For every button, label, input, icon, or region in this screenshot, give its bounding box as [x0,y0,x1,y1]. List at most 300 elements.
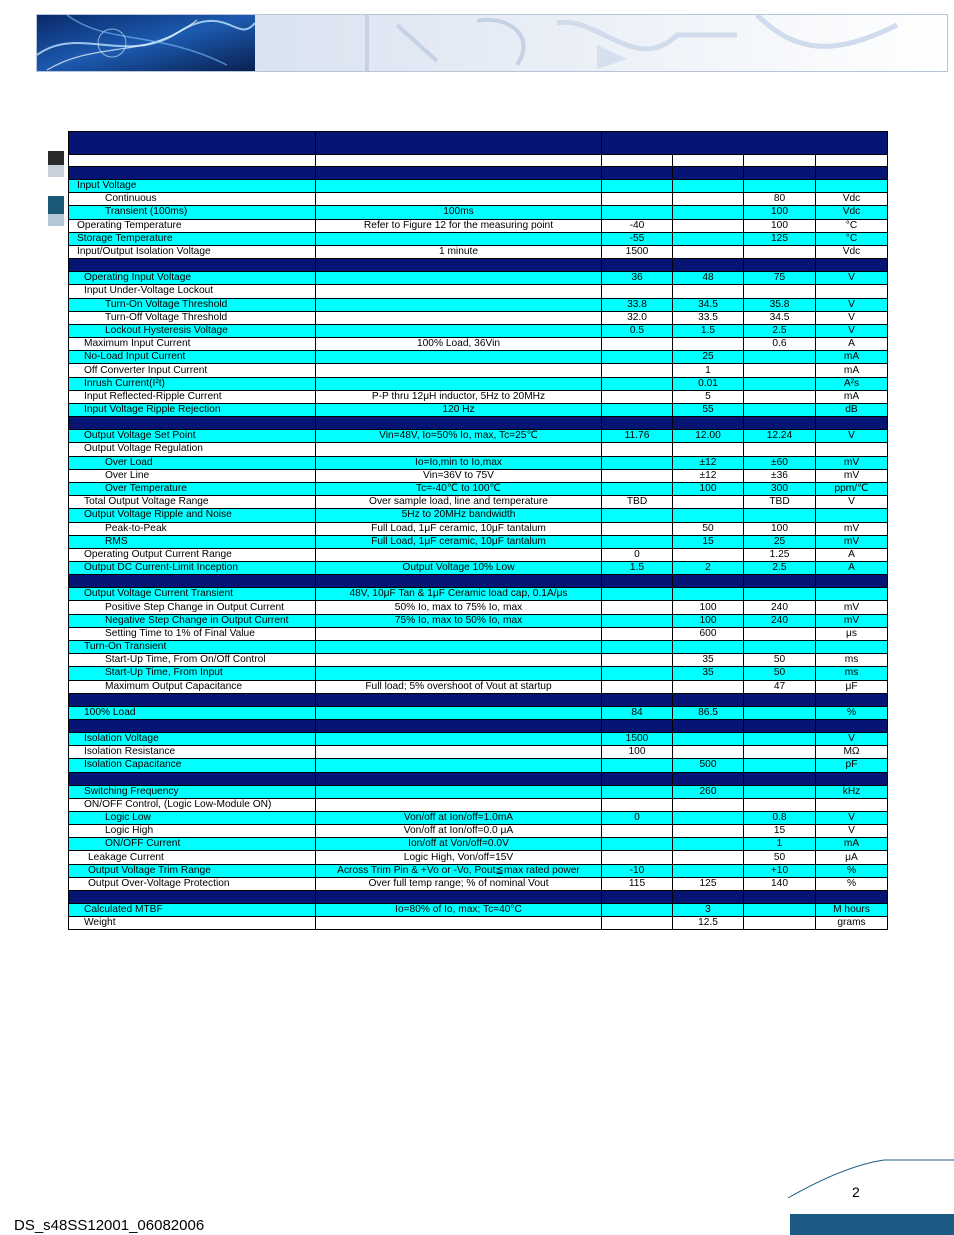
header-cell [744,155,816,167]
value-cell [673,838,744,851]
table-row [69,469,888,482]
value-cell: 32.0 [602,311,673,324]
section-header-cell [744,772,816,785]
section-header-cell [316,891,602,904]
title-cell [316,132,602,155]
parameter-cell: Output DC Current-Limit Inception [69,562,316,575]
parameter-cell: Operating Input Voltage [69,272,316,285]
value-cell [602,680,673,693]
value-cell [602,482,673,495]
value-cell: 600 [673,627,744,640]
value-cell [673,496,744,509]
value-cell [673,338,744,351]
value-cell: mA [816,351,888,364]
condition-cell: 5Hz to 20MHz bandwidth [316,509,602,522]
value-cell: mV [816,535,888,548]
table-row [69,206,888,219]
table-row [69,285,888,298]
condition-cell [316,706,602,719]
value-cell [673,443,744,456]
section-header-cell [816,772,888,785]
value-cell [602,351,673,364]
value-cell: 75 [744,272,816,285]
value-cell: 84 [602,706,673,719]
value-cell: 33.8 [602,298,673,311]
value-cell [602,390,673,403]
parameter-cell: Weight [69,917,316,930]
condition-cell [316,798,602,811]
section-header-cell [602,772,673,785]
section-header-cell [816,259,888,272]
parameter-cell: ON/OFF Current [69,838,316,851]
table-row [69,509,888,522]
table-row [69,364,888,377]
value-cell [673,798,744,811]
value-cell: 34.5 [673,298,744,311]
value-cell [673,811,744,824]
parameter-cell: Output Voltage Set Point [69,430,316,443]
value-cell: A [816,562,888,575]
table-row [69,180,888,193]
parameter-cell: Output Voltage Ripple and Noise [69,509,316,522]
value-cell: 35 [673,667,744,680]
parameter-cell: Lockout Hysteresis Voltage [69,324,316,337]
value-cell: ±12 [673,469,744,482]
value-cell: ±12 [673,456,744,469]
value-cell [673,641,744,654]
parameter-cell: Setting Time to 1% of Final Value [69,627,316,640]
section-header-cell [602,719,673,732]
value-cell: V [816,272,888,285]
value-cell: ±60 [744,456,816,469]
value-cell [744,798,816,811]
parameter-cell: Input Reflected-Ripple Current [69,390,316,403]
table-row [69,588,888,601]
condition-cell [316,377,602,390]
condition-cell [316,180,602,193]
value-cell: pF [816,759,888,772]
section-marker-teal [48,196,64,214]
table-row [69,667,888,680]
value-cell [602,588,673,601]
condition-cell [316,324,602,337]
condition-cell: Io=80% of Io, max; Tc=40°C [316,904,602,917]
condition-cell [316,667,602,680]
condition-cell: 50% Io, max to 75% Io, max [316,601,602,614]
value-cell [744,509,816,522]
section-marker-dark [48,151,64,165]
value-cell [673,680,744,693]
value-cell: 36 [602,272,673,285]
section-header-row [69,259,888,272]
value-cell: μs [816,627,888,640]
parameter-cell: Output Over-Voltage Protection [69,877,316,890]
parameter-cell: Operating Temperature [69,219,316,232]
parameter-cell: 100% Load [69,706,316,719]
value-cell: 48 [673,272,744,285]
value-cell: V [816,496,888,509]
value-cell: 11.76 [602,430,673,443]
section-header-cell [602,575,673,588]
value-cell: 1 [744,838,816,851]
value-cell: 34.5 [744,311,816,324]
value-cell: 33.5 [673,311,744,324]
value-cell: 47 [744,680,816,693]
section-header-cell [69,719,316,732]
condition-cell: Full load; 5% overshoot of Vout at startup [316,680,602,693]
section-header-cell [316,575,602,588]
value-cell: 100 [673,601,744,614]
table-row [69,351,888,364]
value-cell: 50 [744,654,816,667]
value-cell: Vdc [816,193,888,206]
condition-cell: Tc=-40℃ to 100℃ [316,482,602,495]
condition-cell [316,917,602,930]
value-cell [602,535,673,548]
value-cell [744,917,816,930]
table-row [69,759,888,772]
value-cell [602,364,673,377]
condition-cell: 120 Hz [316,404,602,417]
value-cell: 115 [602,877,673,890]
table-row [69,641,888,654]
section-header-row [69,417,888,430]
value-cell [744,377,816,390]
value-cell: ±36 [744,469,816,482]
value-cell: ms [816,667,888,680]
table-row [69,272,888,285]
value-cell: °C [816,232,888,245]
value-cell [602,627,673,640]
table-row [69,627,888,640]
value-cell: mA [816,838,888,851]
section-header-row [69,719,888,732]
condition-cell: Output Voltage 10% Low [316,562,602,575]
section-header-cell [744,167,816,180]
value-cell: TBD [744,496,816,509]
value-cell [602,193,673,206]
value-cell: ms [816,654,888,667]
value-cell: 1.25 [744,548,816,561]
column-header-row [69,155,888,167]
section-header-cell [744,259,816,272]
value-cell: MΩ [816,746,888,759]
value-cell: 100 [744,522,816,535]
value-cell [816,798,888,811]
value-cell: 240 [744,614,816,627]
value-cell: 15 [673,535,744,548]
table-row [69,219,888,232]
value-cell: 0.6 [744,338,816,351]
parameter-cell: Start-Up Time, From On/Off Control [69,654,316,667]
value-cell [602,917,673,930]
value-cell: V [816,298,888,311]
section-header-cell [673,167,744,180]
value-cell: 2.5 [744,324,816,337]
table-row [69,535,888,548]
value-cell [602,285,673,298]
value-cell: Vdc [816,206,888,219]
value-cell [744,245,816,258]
value-cell: mV [816,469,888,482]
parameter-cell: Logic High [69,825,316,838]
parameter-cell: Total Output Voltage Range [69,496,316,509]
condition-cell: Full Load, 1μF ceramic, 10μF tantalum [316,535,602,548]
value-cell: 50 [744,851,816,864]
condition-cell [316,627,602,640]
table-row [69,456,888,469]
value-cell [744,627,816,640]
parameter-cell: Positive Step Change in Output Current [69,601,316,614]
parameter-cell: Output Voltage Trim Range [69,864,316,877]
value-cell [602,785,673,798]
condition-cell: Von/off at Ion/off=0.0 μA [316,825,602,838]
table-row [69,482,888,495]
condition-cell [316,351,602,364]
value-cell [816,641,888,654]
parameter-cell: RMS [69,535,316,548]
condition-cell [316,193,602,206]
condition-cell [316,443,602,456]
section-header-cell [69,259,316,272]
spec-table-body [69,132,888,930]
section-marker-teal-light [48,214,64,226]
value-cell [744,785,816,798]
section-header-cell [673,772,744,785]
value-cell [816,180,888,193]
value-cell: 125 [673,877,744,890]
parameter-cell: Over Temperature [69,482,316,495]
parameter-cell: Start-Up Time, From Input [69,667,316,680]
value-cell: V [816,732,888,745]
value-cell: A²s [816,377,888,390]
value-cell: % [816,877,888,890]
condition-cell [316,654,602,667]
value-cell: 125 [744,232,816,245]
section-header-cell [69,693,316,706]
value-cell: mV [816,456,888,469]
condition-cell: 100% Load, 36Vin [316,338,602,351]
section-header-cell [316,417,602,430]
section-header-cell [673,693,744,706]
banner-artwork [37,15,947,71]
table-row [69,338,888,351]
section-header-cell [69,772,316,785]
value-cell [602,838,673,851]
table-row [69,522,888,535]
table-row [69,548,888,561]
condition-cell [316,785,602,798]
value-cell: 0.5 [602,324,673,337]
value-cell [744,364,816,377]
value-cell [602,522,673,535]
parameter-cell: Leakage Current [69,851,316,864]
value-cell: μA [816,851,888,864]
value-cell [673,193,744,206]
value-cell [602,469,673,482]
value-cell [602,601,673,614]
value-cell [744,390,816,403]
value-cell: Vdc [816,245,888,258]
table-row [69,851,888,864]
value-cell: 1500 [602,245,673,258]
table-row [69,785,888,798]
value-cell [602,206,673,219]
table-row [69,430,888,443]
value-cell: V [816,311,888,324]
table-row [69,245,888,258]
condition-cell [316,732,602,745]
header-banner [36,14,948,72]
section-header-cell [816,891,888,904]
value-cell [602,641,673,654]
condition-cell [316,641,602,654]
value-cell: 50 [744,667,816,680]
value-cell [816,588,888,601]
value-cell: grams [816,917,888,930]
value-cell: 86.5 [673,706,744,719]
value-cell: 240 [744,601,816,614]
parameter-cell: Input Voltage Ripple Rejection [69,404,316,417]
parameter-cell: Input/Output Isolation Voltage [69,245,316,258]
parameter-cell: Turn-On Transient [69,641,316,654]
value-cell: mV [816,614,888,627]
section-header-cell [744,417,816,430]
section-header-cell [316,167,602,180]
section-header-cell [316,259,602,272]
value-cell [602,851,673,864]
value-cell [744,285,816,298]
parameter-cell: ON/OFF Control, (Logic Low-Module ON) [69,798,316,811]
parameter-cell: Input Voltage [69,180,316,193]
table-row [69,746,888,759]
value-cell [673,864,744,877]
section-header-cell [69,417,316,430]
value-cell [673,548,744,561]
parameter-cell: Switching Frequency [69,785,316,798]
parameter-cell: Inrush Current(I²t) [69,377,316,390]
value-cell [744,404,816,417]
table-row [69,654,888,667]
value-cell: 260 [673,785,744,798]
value-cell: 25 [673,351,744,364]
value-cell: -10 [602,864,673,877]
parameter-cell: No-Load Input Current [69,351,316,364]
header-cell [816,155,888,167]
value-cell: kHz [816,785,888,798]
value-cell: 0.8 [744,811,816,824]
value-cell: 12.5 [673,917,744,930]
value-cell: 55 [673,404,744,417]
condition-cell: 48V, 10μF Tan & 1μF Ceramic load cap, 0.1A/μs [316,588,602,601]
value-cell: 1 [673,364,744,377]
value-cell: 100 [673,614,744,627]
section-marker-light [48,165,64,177]
section-header-cell [69,575,316,588]
value-cell: % [816,864,888,877]
value-cell: 25 [744,535,816,548]
table-row [69,798,888,811]
table-row [69,193,888,206]
value-cell [816,285,888,298]
value-cell [673,180,744,193]
section-header-cell [744,693,816,706]
table-row [69,298,888,311]
condition-cell: Across Trim Pin & +Vo or -Vo, Pout≦max rated power [316,864,602,877]
title-cell [69,132,316,155]
parameter-cell: Over Load [69,456,316,469]
table-row [69,390,888,403]
table-row [69,811,888,824]
parameter-cell: Input Under-Voltage Lockout [69,285,316,298]
parameter-cell: Negative Step Change in Output Current [69,614,316,627]
section-header-cell [69,891,316,904]
value-cell: 300 [744,482,816,495]
condition-cell: 75% Io, max to 50% Io, max [316,614,602,627]
condition-cell [316,364,602,377]
parameter-cell: Peak-to-Peak [69,522,316,535]
header-cell [69,155,316,167]
value-cell: 3 [673,904,744,917]
value-cell [673,746,744,759]
value-cell: 15 [744,825,816,838]
value-cell [673,232,744,245]
value-cell: °C [816,219,888,232]
condition-cell [316,272,602,285]
value-cell [602,614,673,627]
table-row [69,562,888,575]
condition-cell [316,285,602,298]
table-row [69,614,888,627]
value-cell: V [816,430,888,443]
value-cell: 100 [744,206,816,219]
value-cell: 80 [744,193,816,206]
value-cell: V [816,324,888,337]
value-cell [673,588,744,601]
parameter-cell: Output Voltage Current Transient [69,588,316,601]
section-header-cell [602,417,673,430]
value-cell: 1.5 [602,562,673,575]
value-cell [602,443,673,456]
section-header-cell [602,167,673,180]
table-row [69,601,888,614]
section-header-cell [673,575,744,588]
table-row [69,311,888,324]
value-cell [744,180,816,193]
value-cell [744,732,816,745]
table-row [69,706,888,719]
value-cell: 12.24 [744,430,816,443]
section-header-cell [673,719,744,732]
value-cell [602,654,673,667]
value-cell [744,759,816,772]
value-cell [602,180,673,193]
section-header-row [69,772,888,785]
value-cell [816,443,888,456]
condition-cell: 100ms [316,206,602,219]
section-header-cell [816,719,888,732]
value-cell: 0 [602,811,673,824]
value-cell: 500 [673,759,744,772]
table-row [69,496,888,509]
condition-cell: P-P thru 12μH inductor, 5Hz to 20MHz [316,390,602,403]
document-id: DS_s48SS12001_06082006 [14,1217,205,1234]
value-cell [744,351,816,364]
section-header-row [69,167,888,180]
value-cell [744,588,816,601]
header-cell [673,155,744,167]
condition-cell [316,232,602,245]
